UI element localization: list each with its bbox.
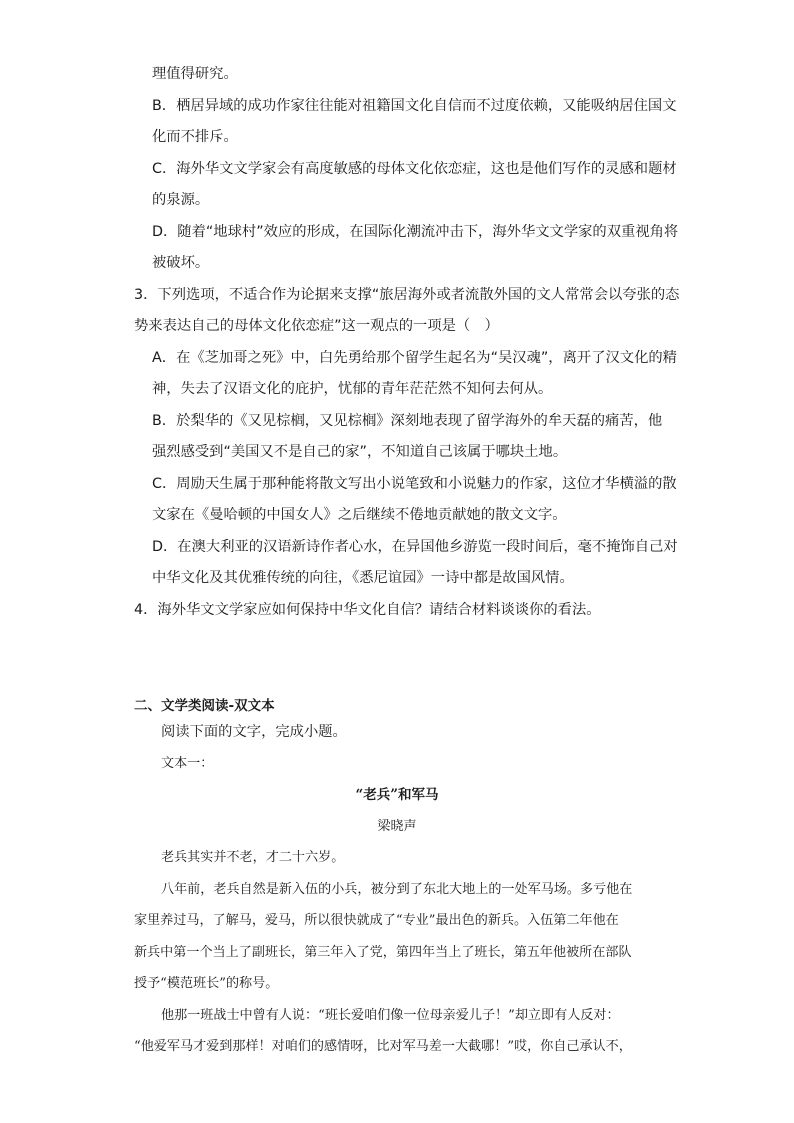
q2-option-b-line2: 化而不排斥。 xyxy=(152,129,238,145)
q3-option-b-line2: 强烈感受到“美国又不是自己的家”，不知道自己该属于哪块土地。 xyxy=(152,444,568,460)
q3-option-b-line1: B．於梨华的《又见棕榈，又见棕榈》深刻地表现了留学海外的牟天磊的痛苦，他 xyxy=(152,413,663,429)
text-label: 文本一： xyxy=(161,756,214,771)
q2-option-d-line2: 被破坏。 xyxy=(152,255,210,271)
passage-paragraph-3-line2: “他爱军马才爱到那样！对咱们的感情呀，比对军马差一大截哪！”哎，你自己承认不， xyxy=(134,1039,632,1054)
q3-option-a-line2: 神，失去了汉语文化的庇护，忧郁的青年茫茫然不知何去何从。 xyxy=(152,381,553,397)
passage-paragraph-3-line1: 他那一班战士中曾有人说：“班长爱咱们像一位母亲爱儿子！”却立即有人反对： xyxy=(161,1008,620,1023)
q3-stem-line2: 势来表达自己的母体文化依恋症”这一观点的一项是（ ） xyxy=(134,318,499,334)
q3-option-d-line1: D．在澳大利亚的汉语新诗作者心水，在异国他乡游览一段时间后，毫不掩饰自己对 xyxy=(152,539,678,555)
section-instruction: 阅读下面的文字，完成小题。 xyxy=(161,724,347,740)
q2-option-c-line2: 的泉源。 xyxy=(152,192,210,208)
passage-paragraph-2-line3: 新兵中第一个当上了副班长，第三年入了党，第四年当上了班长，第五年他被所在部队 xyxy=(134,945,632,960)
q3-option-d-line2: 中华文化及其优雅传统的向往，《悉尼谊园》一诗中都是故国风情。 xyxy=(152,570,574,586)
passage-paragraph-1: 老兵其实并不老，才二十六岁。 xyxy=(161,850,345,865)
q3-option-a-line1: A．在《芝加哥之死》中，白先勇给那个留学生起名为“吴汉魂”，离开了汉文化的精 xyxy=(152,350,677,366)
section-heading: 二、文学类阅读-双文本 xyxy=(134,698,275,714)
passage-paragraph-2-line4: 授予“模范班长”的称号。 xyxy=(134,976,279,991)
q3-option-c-line2: 文家在《曼哈顿的中国女人》之后继续不倦地贡献她的散文文字。 xyxy=(152,507,567,523)
q3-option-c-line1: C．周励天生属于那种能将散文写出小说笔致和小说魅力的作家，这位才华横溢的散 xyxy=(152,476,677,492)
passage-paragraph-2-line1: 八年前，老兵自然是新入伍的小兵，被分到了东北大地上的一处军马场。多亏他在 xyxy=(161,882,633,897)
q2-prev-option-tail: 理值得研究。 xyxy=(152,66,238,82)
passage-title: “老兵”和军马 xyxy=(355,787,439,803)
q3-stem-line1: 3．下列选项，不适合作为论据来支撑“旅居海外或者流散外国的文人常常会以夸张的态 xyxy=(134,287,680,303)
q2-option-d-line1: D．随着“地球村”效应的形成，在国际化潮流冲击下，海外华文文学家的双重视角将 xyxy=(152,224,679,240)
q2-option-b-line1: B．栖居异域的成功作家往往能对祖籍国文化自信而不过度依赖，又能吸纳居住国文 xyxy=(152,98,677,114)
q4-stem: 4．海外华文文学家应如何保持中华文化自信？请结合材料谈谈你的看法。 xyxy=(134,602,601,618)
q2-option-c-line1: C．海外华文文学家会有高度敏感的母体文化依恋症，这也是他们写作的灵感和题材 xyxy=(152,161,677,177)
passage-author: 梁晓声 xyxy=(377,819,417,834)
passage-paragraph-2-line2: 家里养过马，了解马，爱马，所以很快就成了“专业”最出色的新兵。入伍第二年他在 xyxy=(134,913,619,928)
